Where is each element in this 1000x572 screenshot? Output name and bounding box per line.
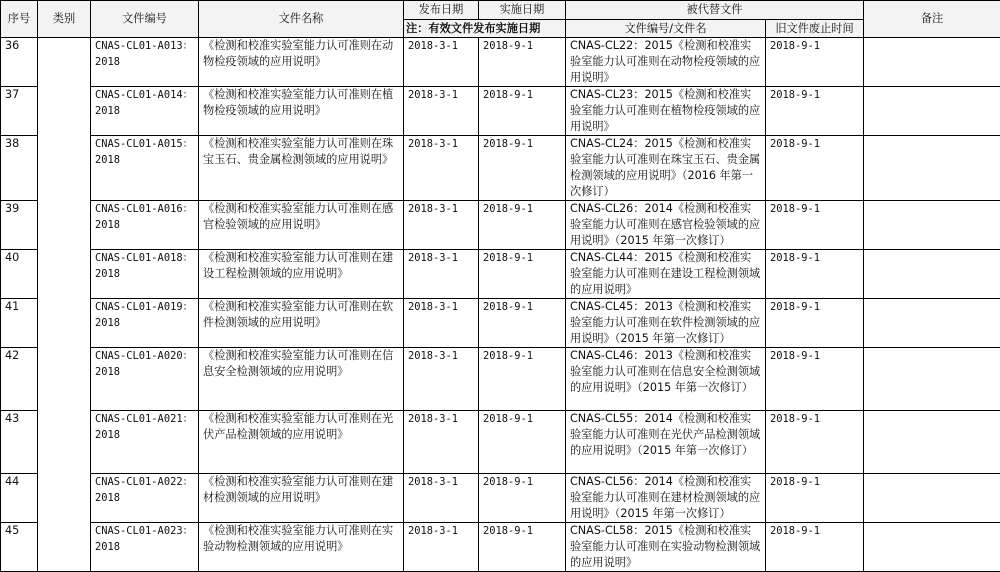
table-row (1, 38, 1000, 87)
header-old-abolish: 旧文件废止时间 (766, 20, 864, 38)
category-cell (38, 38, 91, 572)
remark-cell (864, 523, 1000, 572)
header-category: 类别 (38, 1, 91, 38)
doc-no-cell: CNAS-CL01-A016：2018 (91, 201, 199, 250)
doc-name-cell: 《检测和校准实验室能力认可准则在信息安全检测领域的应用说明》 (199, 348, 404, 411)
seq-cell: 38 (1, 136, 38, 201)
remark-cell (864, 250, 1000, 299)
old-abolish-cell: 2018-9-1 (766, 201, 864, 250)
old-abolish-cell: 2018-9-1 (766, 348, 864, 411)
header-publish-date: 发布日期 (404, 1, 479, 20)
replaced-doc-cell: CNAS-CL24：2015《检测和校准实验室能力认可准则在珠宝玉石、贵金属检测领域的应用说明》（2016 年第一次修订） (566, 136, 766, 201)
effective-date-cell: 2018-9-1 (479, 411, 566, 474)
publish-date-cell: 2018-3-1 (404, 348, 479, 411)
remark-cell (864, 411, 1000, 474)
doc-no-cell: CNAS-CL01-A022：2018 (91, 474, 199, 523)
replaced-doc-cell: CNAS-CL55：2014《检测和校准实验室能力认可准则在光伏产品检测领域的应用说明》（2015 年第一次修订） (566, 411, 766, 474)
remark-cell (864, 474, 1000, 523)
header-effective-date: 实施日期 (479, 1, 566, 20)
effective-date-cell: 2018-9-1 (479, 523, 566, 572)
replaced-doc-cell: CNAS-CL23：2015《检测和校准实验室能力认可准则在植物检疫领域的应用说明》 (566, 87, 766, 136)
table-body (1, 38, 1000, 572)
effective-date-cell: 2018-9-1 (479, 38, 566, 87)
effective-date-cell: 2018-9-1 (479, 201, 566, 250)
seq-cell: 36 (1, 38, 38, 87)
table-row (1, 523, 1000, 572)
header-replaced: 被代替文件 (566, 1, 864, 20)
table-row (1, 411, 1000, 474)
doc-no-cell: CNAS-CL01-A021：2018 (91, 411, 199, 474)
table-header (1, 1, 1000, 38)
replaced-doc-cell: CNAS-CL45：2013《检测和校准实验室能力认可准则在软件检测领域的应用说明》（2015 年第一次修订） (566, 299, 766, 348)
publish-date-cell: 2018-3-1 (404, 411, 479, 474)
old-abolish-cell: 2018-9-1 (766, 411, 864, 474)
old-abolish-cell: 2018-9-1 (766, 523, 864, 572)
doc-name-cell: 《检测和校准实验室能力认可准则在实验动物检测领域的应用说明》 (199, 523, 404, 572)
table-row (1, 299, 1000, 348)
publish-date-cell: 2018-3-1 (404, 299, 479, 348)
doc-name-cell: 《检测和校准实验室能力认可准则在植物检疫领域的应用说明》 (199, 87, 404, 136)
replaced-doc-cell: CNAS-CL46：2013《检测和校准实验室能力认可准则在信息安全检测领域的应用说明》（2015 年第一次修订） (566, 348, 766, 411)
seq-cell: 43 (1, 411, 38, 474)
table-row (1, 201, 1000, 250)
header-replaced-no-name: 文件编号/文件名 (566, 20, 766, 38)
old-abolish-cell: 2018-9-1 (766, 87, 864, 136)
remark-cell (864, 348, 1000, 411)
remark-cell (864, 136, 1000, 201)
header-note: 注：有效文件发布实施日期 (404, 20, 566, 38)
replaced-doc-cell: CNAS-CL22：2015《检测和校准实验室能力认可准则在动物检疫领域的应用说明》 (566, 38, 766, 87)
doc-no-cell: CNAS-CL01-A014：2018 (91, 87, 199, 136)
doc-name-cell: 《检测和校准实验室能力认可准则在感官检验领域的应用说明》 (199, 201, 404, 250)
effective-date-cell: 2018-9-1 (479, 348, 566, 411)
table-row (1, 250, 1000, 299)
effective-date-cell: 2018-9-1 (479, 250, 566, 299)
old-abolish-cell: 2018-9-1 (766, 474, 864, 523)
table-row (1, 348, 1000, 411)
replaced-doc-cell: CNAS-CL58：2015《检测和校准实验室能力认可准则在实验动物检测领域的应用说明》 (566, 523, 766, 572)
doc-name-cell: 《检测和校准实验室能力认可准则在动物检疫领域的应用说明》 (199, 38, 404, 87)
remark-cell (864, 87, 1000, 136)
replaced-doc-cell: CNAS-CL26：2014《检测和校准实验室能力认可准则在感官检验领域的应用说明》（2015 年第一次修订） (566, 201, 766, 250)
doc-name-cell: 《检测和校准实验室能力认可准则在软件检测领域的应用说明》 (199, 299, 404, 348)
seq-cell: 39 (1, 201, 38, 250)
publish-date-cell: 2018-3-1 (404, 201, 479, 250)
seq-cell: 37 (1, 87, 38, 136)
old-abolish-cell: 2018-9-1 (766, 250, 864, 299)
remark-cell (864, 38, 1000, 87)
publish-date-cell: 2018-3-1 (404, 136, 479, 201)
doc-name-cell: 《检测和校准实验室能力认可准则在光伏产品检测领域的应用说明》 (199, 411, 404, 474)
publish-date-cell: 2018-3-1 (404, 38, 479, 87)
effective-date-cell: 2018-9-1 (479, 136, 566, 201)
old-abolish-cell: 2018-9-1 (766, 38, 864, 87)
seq-cell: 45 (1, 523, 38, 572)
effective-date-cell: 2018-9-1 (479, 474, 566, 523)
table-row (1, 474, 1000, 523)
doc-no-cell: CNAS-CL01-A019：2018 (91, 299, 199, 348)
header-doc-no: 文件编号 (91, 1, 199, 38)
header-seq: 序号 (1, 1, 38, 38)
table-row (1, 87, 1000, 136)
doc-no-cell: CNAS-CL01-A015：2018 (91, 136, 199, 201)
doc-no-cell: CNAS-CL01-A023：2018 (91, 523, 199, 572)
doc-name-cell: 《检测和校准实验室能力认可准则在珠宝玉石、贵金属检测领域的应用说明》 (199, 136, 404, 201)
doc-name-cell: 《检测和校准实验室能力认可准则在建设工程检测领域的应用说明》 (199, 250, 404, 299)
publish-date-cell: 2018-3-1 (404, 250, 479, 299)
replaced-doc-cell: CNAS-CL44：2015《检测和校准实验室能力认可准则在建设工程检测领域的应用说明》 (566, 250, 766, 299)
seq-cell: 41 (1, 299, 38, 348)
doc-no-cell: CNAS-CL01-A013：2018 (91, 38, 199, 87)
publish-date-cell: 2018-3-1 (404, 523, 479, 572)
table-row (1, 136, 1000, 201)
seq-cell: 44 (1, 474, 38, 523)
effective-date-cell: 2018-9-1 (479, 299, 566, 348)
remark-cell (864, 201, 1000, 250)
doc-no-cell: CNAS-CL01-A020：2018 (91, 348, 199, 411)
header-remark: 备注 (864, 1, 1000, 38)
seq-cell: 42 (1, 348, 38, 411)
doc-name-cell: 《检测和校准实验室能力认可准则在建材检测领域的应用说明》 (199, 474, 404, 523)
old-abolish-cell: 2018-9-1 (766, 136, 864, 201)
header-doc-name: 文件名称 (199, 1, 404, 38)
seq-cell: 40 (1, 250, 38, 299)
doc-no-cell: CNAS-CL01-A018：2018 (91, 250, 199, 299)
effective-date-cell: 2018-9-1 (479, 87, 566, 136)
publish-date-cell: 2018-3-1 (404, 474, 479, 523)
remark-cell (864, 299, 1000, 348)
old-abolish-cell: 2018-9-1 (766, 299, 864, 348)
replaced-doc-cell: CNAS-CL56：2014《检测和校准实验室能力认可准则在建材检测领域的应用说明》（2015 年第一次修订） (566, 474, 766, 523)
publish-date-cell: 2018-3-1 (404, 87, 479, 136)
